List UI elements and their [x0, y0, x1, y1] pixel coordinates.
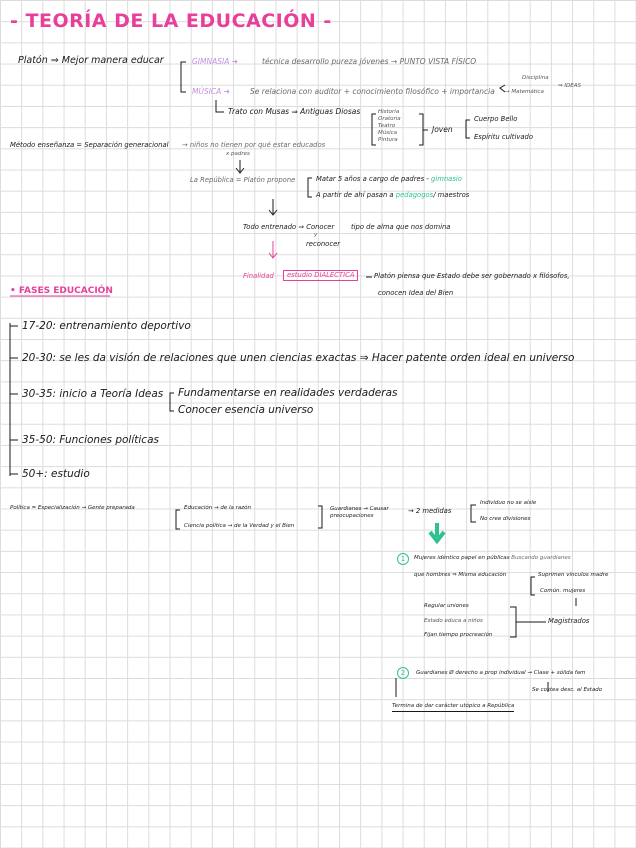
tipo-alma: tipo de alma que nos domina — [351, 223, 451, 231]
disciplina: Disciplina — [522, 75, 549, 81]
fase-20-30: 20-30: se les da visión de relaciones que unen ciencias exactas ⇒ Hacer patente orden ideal en universo — [22, 352, 575, 364]
cuerpo-bello: Cuerpo Bello — [474, 115, 518, 123]
page-title: - TEORÍA DE LA EDUCACIÓN - — [10, 10, 332, 32]
fases-heading: • FASES EDUCACIÓN — [10, 286, 113, 296]
platon-label: Platón ⇒ Mejor manera educar — [18, 55, 164, 66]
educacion-razon: Educación → de la razón — [184, 505, 251, 511]
a-partir: A partir de ahí pasan a pedagogos/ maestros — [316, 191, 470, 199]
costea: Se costea desc. al Estado — [532, 687, 603, 693]
fase-35-50: 35-50: Funciones políticas — [22, 434, 159, 446]
medida-2: No cree divisiones — [480, 516, 531, 522]
guardianes: Guardianes → Causar preocupaciones — [330, 506, 389, 520]
comun-mujeres: Común. mujeres — [540, 588, 586, 594]
metodo-ninos: → niños no tienen por qué estar educados — [182, 141, 326, 149]
medida-1: Individuo no se aísle — [480, 500, 537, 506]
musa-pintura: Pintura — [378, 137, 398, 143]
termina: Termina de dar carácter utópico a República — [392, 704, 514, 712]
fase-17-20: 17-20: entrenamiento deportivo — [22, 320, 191, 332]
musica-desc: Se relaciona con auditor + conocimiento filosófico + importancia — [250, 87, 495, 96]
musa-historia: Historia — [378, 109, 400, 115]
reconocer: reconocer — [306, 240, 341, 248]
fijan: Fijan tiempo procreación — [424, 632, 493, 638]
teoria-a: Fundamentarse en realidades verdaderas — [178, 387, 398, 399]
musa-musica: Música — [378, 130, 398, 136]
gimnasia-label: GIMNASIA ➜ — [192, 57, 239, 66]
ciencia-politica: Ciencia política → de la Verdad y el Bien — [184, 523, 295, 529]
matematica: → Matemática — [505, 89, 544, 95]
regular: Regular uniones — [424, 603, 469, 609]
metodo-padres: x padres — [226, 151, 250, 157]
magistrados: Magistrados — [548, 617, 590, 625]
republica: La República = Platón propone — [190, 176, 296, 184]
dos-medidas: → 2 medidas — [408, 507, 452, 515]
matar-5: Matar 5 años a cargo de padres - gimnasio — [316, 175, 462, 183]
joven: Joven — [432, 125, 453, 134]
y-conj: y — [314, 232, 318, 238]
number-badge-1: 1 — [397, 553, 409, 565]
gimnasia-desc: técnica desarrollo pureza jóvenes → PUNTO VISTA FÍSICO — [262, 57, 477, 66]
estudio-dialectica: estudio DIALÉCTICA — [283, 270, 358, 281]
politica-label: Política = Especialización → Gente preparada — [10, 505, 135, 511]
guardianes-2: Guardianes Ø derecho a prop individual → Clase + sólida fam — [416, 670, 586, 676]
fase-50: 50+: estudio — [22, 468, 90, 480]
ideas: ⇒ IDEAS — [558, 83, 581, 89]
estado-educa: Estado educa a niños — [424, 618, 483, 624]
number-badge-2: 2 — [397, 667, 409, 679]
finalidad: Finalidad — [243, 272, 274, 280]
metodo-label: Método enseñanza = Separación generacional — [10, 141, 169, 149]
teoria-b: Conocer esencia universo — [178, 404, 314, 416]
fase-30-35: 30-35: inicio a Teoría Ideas — [22, 388, 164, 400]
musa-teatro: Teatro — [378, 123, 396, 129]
suprimen: Suprimen vínculos madre — [538, 572, 609, 578]
mujeres: Mujeres idéntico papel en públicas Buscando guardianes — [414, 555, 571, 561]
trato-musas: Trato con Musas ⇒ Antiguas Diosas — [228, 107, 361, 116]
todo-entrenado: Todo entrenado ⇒ Conocer — [243, 223, 335, 231]
hombres: que hombres ⇒ Misma educación — [414, 572, 507, 578]
musica-label: MÚSICA ➜ — [192, 87, 230, 96]
musa-oratoria: Oratoria — [378, 116, 401, 122]
platon-piensa: Platón piensa que Estado debe ser gobernado x filósofos, — [374, 272, 570, 280]
conocen-idea: conocen Idea del Bien — [378, 289, 454, 297]
espiritu-cultivado: Espíritu cultivado — [474, 133, 534, 141]
